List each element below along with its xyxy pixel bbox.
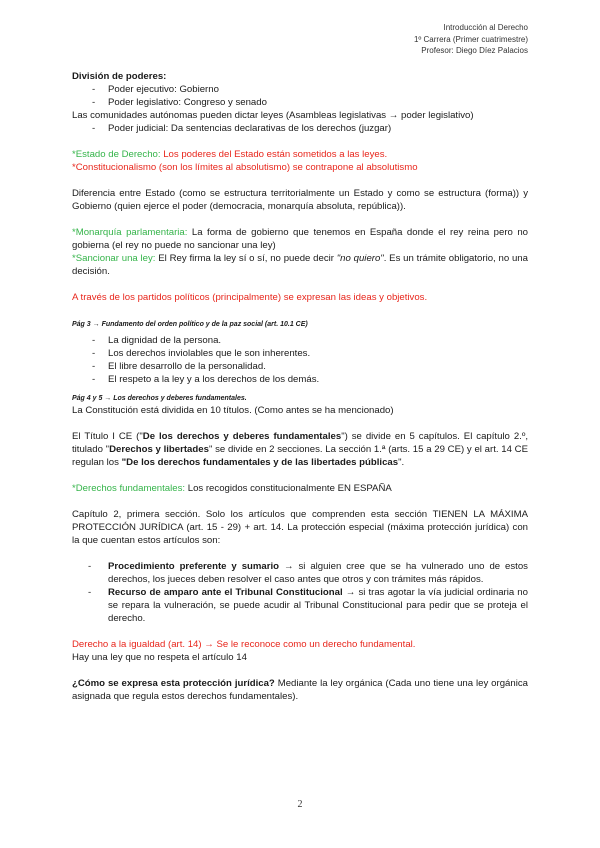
igualdad-note: Hay una ley que no respeta el artículo 14 — [72, 652, 247, 663]
sancionar-text: El Rey firma la ley sí o sí, no puede decir — [155, 253, 337, 264]
pag3-heading: Pág 3 → Fundamento del orden político y de la paz social (art. 10.1 CE) — [72, 321, 308, 328]
pag45-heading: Pág 4 y 5 → Los derechos y deberes fundamentales. — [72, 395, 247, 402]
titulo1-text: El Título I CE (" — [72, 431, 143, 442]
division-note: Las comunidades autónomas pueden dictar leyes (Asambleas legislativas → poder legislativo) — [72, 110, 474, 121]
titulo1-bold: De los derechos y deberes fundamentales — [142, 431, 342, 442]
pregunta-paragraph — [72, 677, 528, 703]
sancionar-quote: "no quiero" — [336, 253, 384, 264]
constitucionalismo: *Constitucionalismo (son los límites al absolutismo) se contrapone al absolutismo — [72, 162, 418, 173]
pregunta-bold: ¿Cómo se expresa esta protección jurídica? — [72, 678, 275, 689]
list-item: - La dignidad de la persona. — [92, 334, 528, 347]
division-list — [72, 83, 528, 109]
capitulo2-paragraph: Capítulo 2, primera sección. Solo los artículos que comprenden esta sección TIENEN LA MÁXIMA PROTECCIÓN JURÍDICA (art. 15 - 29) + art. 14. La protección especial (máxima protección jurídica) con la que cuentan estos artículos son: — [72, 509, 528, 546]
monarquia-text: La forma de gobierno que tenemos en España donde el rey reina pero no gobierna (el rey no puede no sancionar una ley) — [72, 227, 528, 251]
list-item: - El libre desarrollo de la personalidad. — [92, 360, 528, 373]
pag3-list — [72, 334, 528, 386]
estado-text: Los poderes del Estado están sometidos a las leyes. — [160, 149, 388, 160]
estado-derecho — [72, 148, 528, 161]
list-item: - Los derechos inviolables que le son inherentes. — [92, 347, 528, 360]
page-header — [414, 22, 528, 57]
igualdad-line: Derecho a la igualdad (art. 14) → Se le reconoce como un derecho fundamental. — [72, 639, 416, 650]
titulo1-bold: Derechos y libertades — [109, 444, 209, 455]
list-item: - Poder judicial: Da sentencias declarativas de los derechos (juzgar) — [92, 122, 528, 135]
titulo1-bold: "De los derechos fundamentales y de las libertades públicas — [121, 457, 399, 468]
list-item: - Poder ejecutivo: Gobierno — [92, 83, 528, 96]
list-item — [88, 560, 528, 586]
header-course: Introducción al Derecho — [443, 23, 528, 32]
derechos-fundamentales — [72, 482, 528, 495]
monarquia-paragraph — [72, 226, 528, 252]
page-number: 2 — [297, 799, 303, 810]
monarquia-label: *Monarquía parlamentaria: — [72, 227, 188, 238]
proteccion-list — [72, 560, 528, 625]
list-item: - Poder legislativo: Congreso y senado — [92, 96, 528, 109]
proteccion-term: Recurso de amparo ante el Tribunal Constitucional — [108, 587, 343, 598]
division-title: División de poderes: — [72, 71, 167, 82]
sancionar-text-end: . Es un trámite obligatorio, no una decisión. — [72, 253, 528, 277]
titulo1-text: ") se divide en 5 capítulos. El capítulo 2.º, titulado " — [72, 431, 529, 455]
partidos-line: A través de los partidos políticos (principalmente) se expresan las ideas y objetivos. — [72, 292, 428, 303]
pag45-line: La Constitución está dividida en 10 títulos. (Como antes se ha mencionado) — [72, 405, 394, 416]
page-content — [72, 70, 528, 703]
header-professor: Profesor: Diego Díez Palacios — [421, 46, 528, 55]
sancionar-label: *Sancionar una ley: — [72, 253, 156, 264]
pregunta-text: Mediante la ley orgánica (Cada uno tiene una ley orgánica asignada que regula estos derechos fundamentales). — [72, 678, 528, 702]
titulo1-paragraph — [72, 430, 528, 469]
estado-label: *Estado de Derecho: — [72, 149, 161, 160]
diferencia-paragraph: Diferencia entre Estado (como se estructura territorialmente un Estado y como se estructura (forma)) y Gobierno (quien ejerce el poder (democracia, monarquía absoluta, república)). — [72, 188, 528, 212]
derechos-label: *Derechos fundamentales: — [72, 483, 186, 494]
proteccion-desc: → si tras agotar la vía judicial ordinaria no se repara la vulneración, se puede acudir al Tribunal Constitucional para pedir que se proteja el derecho. — [108, 587, 528, 624]
titulo1-text: " se divide en 2 secciones. La sección 1.ª (arts. 15 a 29 CE) y el art. 14 CE regulan los — [72, 444, 528, 468]
titulo1-text: ". — [398, 457, 405, 468]
header-year: 1º Carrera (Primer cuatrimestre) — [413, 34, 528, 44]
division-list-judicial — [72, 122, 528, 135]
list-item — [88, 586, 528, 625]
sancionar-paragraph — [72, 252, 528, 278]
list-item: - El respeto a la ley y a los derechos de los demás. — [92, 373, 528, 386]
derechos-text: Los recogidos constitucionalmente EN ESPAÑA — [185, 483, 392, 494]
proteccion-term: Procedimiento preferente y sumario — [108, 561, 280, 572]
proteccion-desc: → si alguien cree que se ha vulnerado uno de estos derechos, los jueces deben resolver el caso antes que otros y con trámites más rápidos. — [108, 561, 528, 585]
